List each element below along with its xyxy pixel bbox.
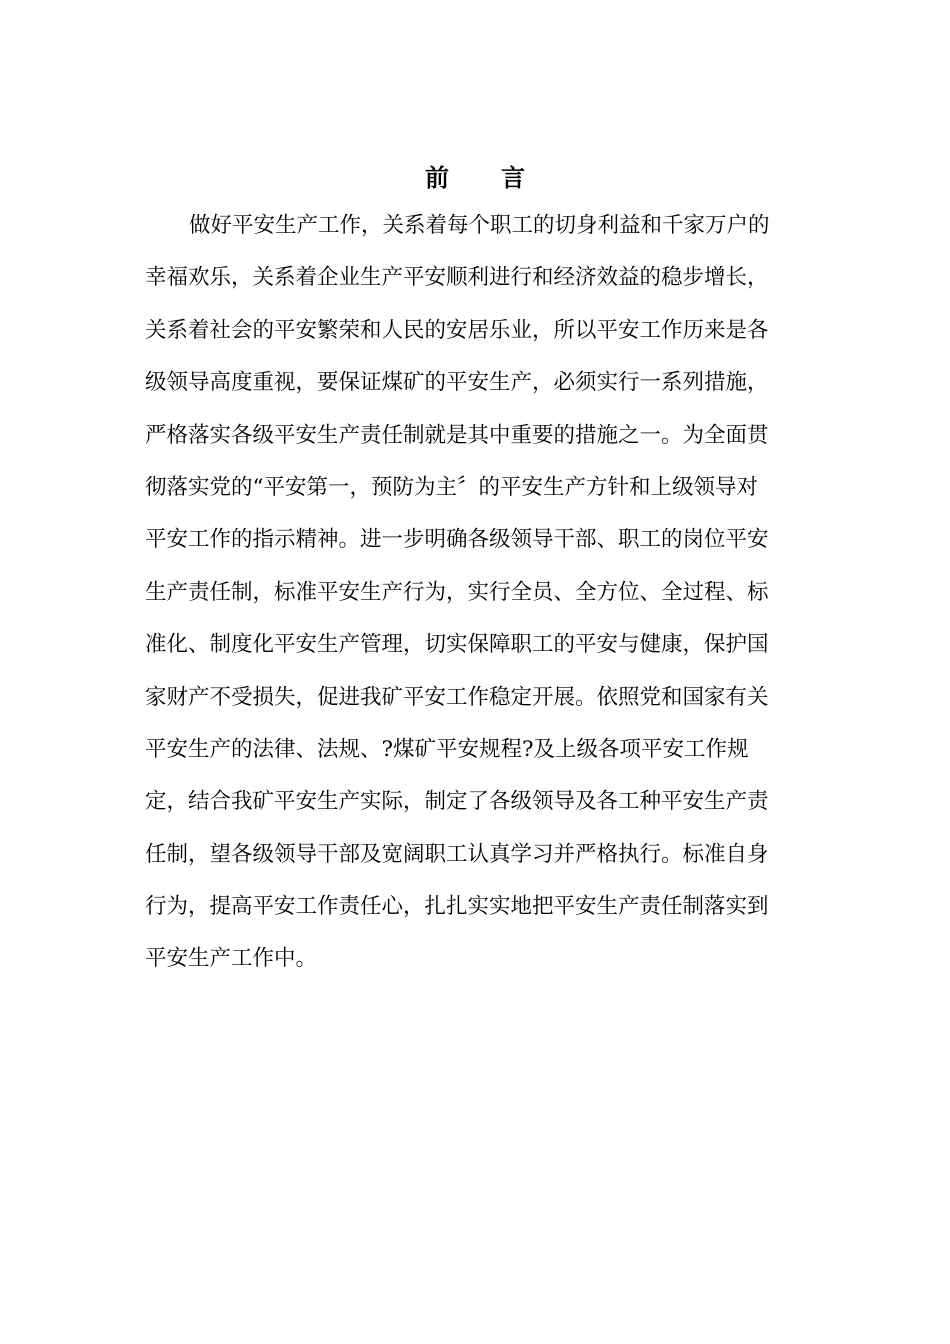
paragraph-line: 平安生产工作中。 [145,946,318,972]
paragraph-line: 家财产不受损失，促进我矿平安工作稳定开展。依照党和国家有关 [145,684,769,710]
paragraph-line: 平安生产的法律、法规、?煤矿平安规程?及上级各项平安工作规 [145,736,749,762]
paragraph-line: 行为，提高平安工作责任心，扎扎实实地把平安生产责任制落实到 [145,894,769,920]
paragraph-line: 准化、制度化平安生产管理，切实保障职工的平安与健康，保护国 [145,632,769,658]
paragraph-line: 级领导高度重视，要保证煤矿的平安生产，必须实行一系列措施， [145,370,769,396]
paragraph-line: 幸福欢乐，关系着企业生产平安顺利进行和经济效益的稳步增长， [145,265,769,291]
paragraph-line: 严格落实各级平安生产责任制就是其中重要的措施之一。为全面贯 [145,422,769,448]
paragraph-line: 关系着社会的平安繁荣和人民的安居乐业，所以平安工作历来是各 [145,317,769,343]
title-char-1: 前 [425,163,449,192]
paragraph-line: 彻落实党的“平安第一，预防为主〞的平安生产方针和上级领导对 [145,474,758,500]
paragraph-line: 做好平安生产工作，关系着每个职工的切身利益和千家万户的 [189,213,770,238]
paragraph-line: 定，结合我矿平安生产实际，制定了各级领导及各工种平安生产责 [145,789,769,815]
preface-paragraph [145,200,795,986]
page-title [0,153,950,203]
paragraph-line: 任制，望各级领导干部及宽阔职工认真学习并严格执行。标准自身 [145,841,769,867]
title-char-2: 言 [501,163,525,192]
paragraph-line: 生产责任制，标准平安生产行为，实行全员、全方位、全过程、标 [145,579,769,605]
paragraph-line: 平安工作的指示精神。进一步明确各级领导干部、职工的岗位平安 [145,527,769,553]
